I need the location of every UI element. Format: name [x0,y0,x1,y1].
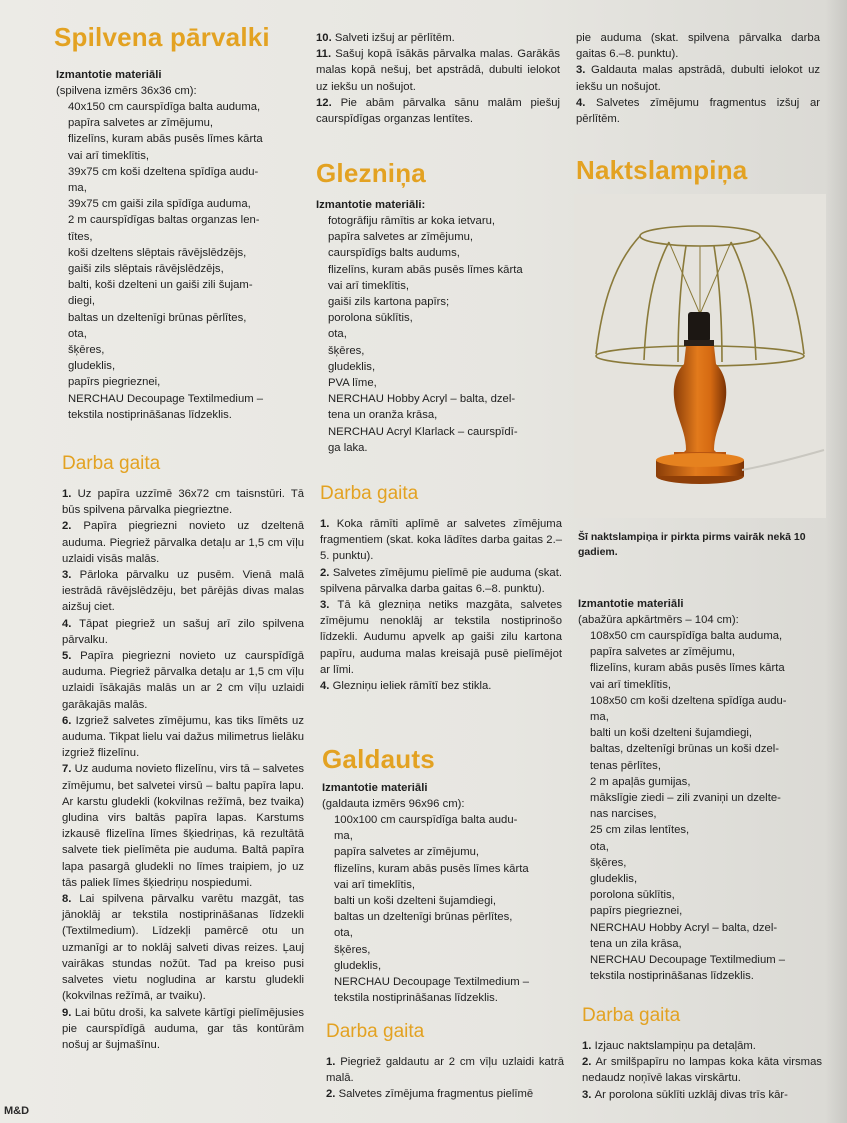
material-item: tenas pērlītes, [590,759,661,772]
steps-list-tablecloth-continued [576,30,820,127]
material-item: ota, [68,327,87,340]
step-item [326,1054,564,1086]
material-item: tekstila nostiprināšanas līdzeklis. [68,408,232,421]
step-text: Izjauc naktslampiņu pa detaļām. [594,1040,756,1052]
work-heading-lamp: Darba gaita [582,1005,681,1026]
step-number: 3. [62,569,80,582]
material-item: baltas, dzeltenīgi brūnas un koši dzel- [590,743,780,756]
step-text: Pārloka pārvalku uz pusēm. Vienā malā iestrādā rāvējslēdzēju, bet pārējās divas malas aizšuj ciet. [62,569,305,614]
material-item: 25 cm zilas lentītes, [590,824,690,837]
page-edge-shadow [825,0,847,1123]
step-item [320,597,562,678]
step-text: pie auduma (skat. spilvena pārvalka darba gaitas 6.–8. punktu). [576,32,820,61]
material-item: ma, [334,830,353,843]
materials-heading: Izmantotie materiāli [56,69,162,81]
material-item: gludeklis, [328,360,376,373]
material-item: 2 m apaļās gumijas, [590,775,691,788]
material-item: baltas un dzeltenīgi brūnas pērlītes, [334,911,513,924]
material-item: gludeklis, [68,360,116,373]
work-heading-picture: Darba gaita [320,483,419,504]
material-item: ota, [334,927,353,940]
material-item: ota, [328,328,347,341]
material-item: flizelīns, kuram abās pusēs līmes kārta [328,263,523,276]
material-item: 40x150 cm caurspīdīga balta auduma, [68,101,261,113]
step-number: 10. [316,32,335,44]
step-text: Glezniņu ieliek rāmītī bez stikla. [332,680,492,693]
step-item [320,678,562,694]
material-item: caurspīdīgs balts audums, [328,247,460,260]
material-item: NERCHAU Acryl Klarlack – caurspīdī- [328,425,518,438]
step-text: Papīra piegriezni novieto uz dzeltenā auduma. Piegriež pārvalka detaļu ar 1,5 cm vīļu uzlaidi visās malās. [62,520,305,565]
step-number: 8. [62,893,80,906]
materials-heading-lamp: Izmantotie materiāli [578,598,684,610]
material-item: tena un zila krāsa, [590,937,682,950]
step-item [62,486,304,518]
step-text: Salvetes zīmējuma fragmentus pielīmē [338,1088,534,1101]
lamp-photo [574,194,826,518]
step-item [316,30,560,46]
step-item [62,567,304,616]
material-item: vai arī timeklītis, [68,149,149,162]
title-night-lamp: Naktslampiņa [576,155,748,185]
material-item: tena un oranža krāsa, [328,409,438,422]
materials-heading-tablecloth: Izmantotie materiāli [322,782,428,794]
title-pillow-covers: Spilvena pārvalki [54,22,270,52]
title-picture: Glezniņa [316,158,426,188]
material-item: papīrs piegrieznei, [590,905,683,918]
step-text: Salvetes zīmējumu fragmentus izšuj ar pērlītēm. [576,96,820,126]
material-item: koši dzeltens slēptais rāvējslēdzējs, [68,246,247,259]
step-text: Galdauta malas apstrādā, dubulti ielokot uz iekšu un nošujot. [576,64,821,93]
material-item: ota, [590,840,609,853]
step-item [576,30,820,62]
material-item: papīra salvetes ar zīmējumu, [68,117,214,130]
material-item: vai arī timeklītis, [328,279,409,292]
step-item [576,62,820,94]
material-item: tītes, [68,230,93,243]
lamp-caption: Šī naktslampiņa ir pirkta pirms vairāk nekā 10 gadiem. [578,531,806,558]
step-number: 1. [320,518,337,530]
step-item [62,518,304,567]
step-text: Salvetes zīmējumu pielīmē pie auduma (skat. spilvena pārvalka darba gaitas 6.–8. punktu). [320,566,562,595]
materials-list [56,99,314,423]
steps-list-tablecloth [326,1054,564,1103]
step-number: 5. [62,650,81,663]
material-item: šķēres, [590,856,627,869]
material-item: 39x75 cm gaiši zila spīdīga auduma, [68,198,251,211]
material-item: ma, [68,182,87,195]
material-item: vai arī timeklītis, [334,878,415,891]
material-item: baltas un dzeltenīgi brūnas pērlītes, [68,311,247,324]
material-item: balti un koši dzelteni šujamdiegi, [590,727,753,740]
material-item: gludeklis, [590,873,638,886]
step-number: 4. [320,680,333,693]
material-item: tekstila nostiprināšanas līdzeklis. [590,970,754,983]
step-number: 2. [62,520,84,533]
material-item: porolona sūklītis, [590,889,675,902]
step-number: 1. [62,488,78,500]
step-text: Tā kā glezniņa netiks mazgāta, salvetes zīmējumu nenoklāj ar tekstila nostiprinošo līdzekli. Audumu apvelk ap gaiši zilu kartona papīru, auduma malas kreisajā pusē pielīmējot ar līmi. [320,599,563,676]
material-item: 108x50 cm koši dzeltena spīdīga audu- [590,694,787,707]
step-text: Sašuj kopā īsākās pārvalka malas. Garākās malas kopā nešuj, bet apstrādā, dubulti ielokot uz iekšu un nošujot. [316,48,560,93]
materials-list-picture [316,213,572,456]
step-number: 3. [582,1088,595,1101]
material-item: mākslīgie ziedi – zili zvaniņi un dzelte- [590,792,781,805]
step-item [62,761,304,891]
material-item: NERCHAU Decoupage Textilmedium – [590,954,786,967]
material-item: tekstila nostiprināšanas līdzeklis. [334,992,498,1005]
step-number: 12. [316,96,341,109]
material-item: vai arī timeklītis, [590,678,671,691]
materials-subheading-tablecloth: (galdauta izmērs 96x96 cm): [322,798,465,810]
step-text: Ar smilšpapīru no lampas koka kāta virsmas nedaudz noņīvē lakas virskārtu. [582,1056,822,1085]
material-item: šķēres, [334,943,371,956]
material-item: flizelīns, kuram abās pusēs līmes kārta [334,862,529,875]
step-text: Papīra piegriezni novieto uz caurspīdīgā auduma. Piegriež pārvalka detaļu ar 1,5 cm vīļu uzlaidi īsākajās malās un ar 2 cm vīļu uzlaidi garākajās malās. [62,650,304,711]
material-item: NERCHAU Hobby Acryl – balta, dzel- [590,921,778,934]
step-item [576,95,820,127]
materials-list-tablecloth [322,812,574,1006]
material-item: gaiši zils kartona papīrs; [328,296,450,309]
step-number: 9. [62,1006,75,1019]
step-item [320,565,562,597]
step-item [62,891,304,1004]
material-item: papīra salvetes ar zīmējumu, [590,646,736,659]
socket-icon [688,312,710,342]
material-item: papīra salvetes ar zīmējumu, [328,231,474,244]
step-text: Piegriež galdautu ar 2 cm vīļu uzlaidi katrā malā. [326,1056,564,1085]
step-number: 3. [576,64,592,77]
work-heading: Darba gaita [62,453,161,474]
material-item: ga laka. [328,441,368,454]
step-item [582,1087,822,1103]
step-text: Lai spilvena pārvalku varētu mazgāt, tas jānoklāj ar tekstila nostiprināšanas līdzekli (Textilmedium). Līdzekļi pamērcē otu un uzmanīgi ar to noklāj salveti divas reizes. Ļauj vairākas stundas nožūt. Tad pa kreiso pusi salvetes vietu nogludina ar karstu gludekli (kokvilnas režīmā, ar tvaiku). [62,893,305,1003]
material-item: 2 m caurspīdīgas baltas organzas len- [68,214,260,227]
material-item: flizelīns, kuram abās pusēs līmes kārta [590,662,785,675]
step-item [320,516,562,565]
step-number: 4. [576,96,597,109]
step-item [62,648,304,713]
material-item: ma, [590,711,609,724]
step-text: Tāpat piegriež un sašuj arī zilo spilvena pārvalku. [62,617,304,646]
material-item: balti un koši dzelteni šujamdiegi, [334,895,497,908]
step-text: Uz papīra uzzīmē 36x72 cm taisnstūri. Tā būs spilvena pārvalka piegrieztne. [62,488,304,517]
material-item: porolona sūklītis, [328,312,413,325]
materials-subheading: (spilvena izmērs 36x36 cm): [56,85,197,97]
materials-heading-picture: Izmantotie materiāli: [316,199,426,211]
step-number: 4. [62,617,80,630]
steps-list-continued [316,30,560,127]
step-text: Izgriež salvetes zīmējumu, kas tiks līmēts uz auduma. Tikpat lielu vai dažus milimetrus lielāku izgriež flizelīnu. [62,714,304,760]
material-item: gludeklis, [334,959,382,972]
material-item: flizelīns, kuram abās pusēs līmes kārta [68,133,263,146]
step-number: 2. [582,1056,596,1069]
material-item: PVA līme, [328,377,377,390]
step-number: 1. [326,1056,341,1068]
step-text: Lai būtu droši, ka salvete kārtīgi pielīmējusies pie caurspīdīgā auduma, gar tās kontūrām nošuj ar šujmašīnu. [62,1006,305,1051]
material-item: papīrs piegrieznei, [68,376,161,389]
step-item [62,713,304,762]
material-item: fotogrāfiju rāmītis ar koka ietvaru, [328,215,496,227]
step-number: 7. [62,763,75,776]
steps-list [62,486,304,1053]
materials-list-lamp [578,628,834,984]
lamp-illustration [574,194,826,518]
title-tablecloth: Galdauts [322,744,435,774]
material-item: 39x75 cm koši dzeltena spīdīga audu- [68,165,259,178]
step-number: 6. [62,714,76,727]
step-number: 3. [320,599,338,612]
steps-list-picture [320,516,562,694]
material-item: gaiši zils slēptais rāvējslēdzējs, [68,263,224,276]
page-footer: M&D [4,1105,30,1117]
step-item [582,1038,822,1054]
material-item: NERCHAU Decoupage Textilmedium – [334,976,530,989]
work-heading-tablecloth: Darba gaita [326,1021,425,1042]
step-text: Uz auduma novieto flizelīnu, virs tā – salvetes zīmējumu, bet salvetei virsū – baltu papīra lapu. Ar karstu gludekli (kokvilnas režīmā, bez tvaika) gludina virs baltās papīra lapas. Karstums izkausē flizelīna līmes šķiedriņas, kā rezultātā salvete tiek pielīmēta pie auduma. Baltā papīra lapa pasargā gludekli no līmes traipiem, jo uz tās paliek līmes šķiedriņu nospiedumi. [62,763,304,889]
step-text: Pie abām pārvalka sānu malām piešuj caurspīdīgas organzas lentītes. [316,96,561,126]
step-text: Salveti izšuj ar pērlītēm. [334,32,455,44]
material-item: diegi, [68,295,96,308]
step-item [62,616,304,648]
step-item [582,1054,822,1086]
step-item [326,1086,564,1102]
material-item: nas narcises, [590,808,657,821]
step-item [316,95,560,127]
materials-subheading-lamp: (abažūra apkārtmērs – 104 cm): [578,614,739,626]
step-number: 2. [326,1088,339,1101]
material-item: šķēres, [68,344,105,357]
step-text: Koka rāmīti aplīmē ar salvetes zīmējuma fragmentiem (skat. koka lādītes darba gaitas 2.–5. punktu). [320,518,563,563]
material-item: NERCHAU Decoupage Textilmedium – [68,392,264,405]
step-number: 1. [582,1040,595,1052]
steps-list-lamp [582,1038,822,1103]
step-item [316,46,560,95]
step-item [62,1005,304,1054]
material-item: NERCHAU Hobby Acryl – balta, dzel- [328,393,516,406]
material-item: papīra salvetes ar zīmējumu, [334,846,480,859]
material-item: 108x50 cm caurspīdīga balta auduma, [590,630,783,642]
step-number: 11. [316,48,336,61]
material-item: 100x100 cm caurspīdīga balta audu- [334,814,518,826]
material-item: šķēres, [328,344,365,357]
material-item: balti, koši dzelteni un gaiši zili šujam- [68,279,253,292]
step-text: Ar porolona sūklīti uzklāj divas trīs kār- [594,1088,788,1101]
step-number: 2. [320,566,333,579]
